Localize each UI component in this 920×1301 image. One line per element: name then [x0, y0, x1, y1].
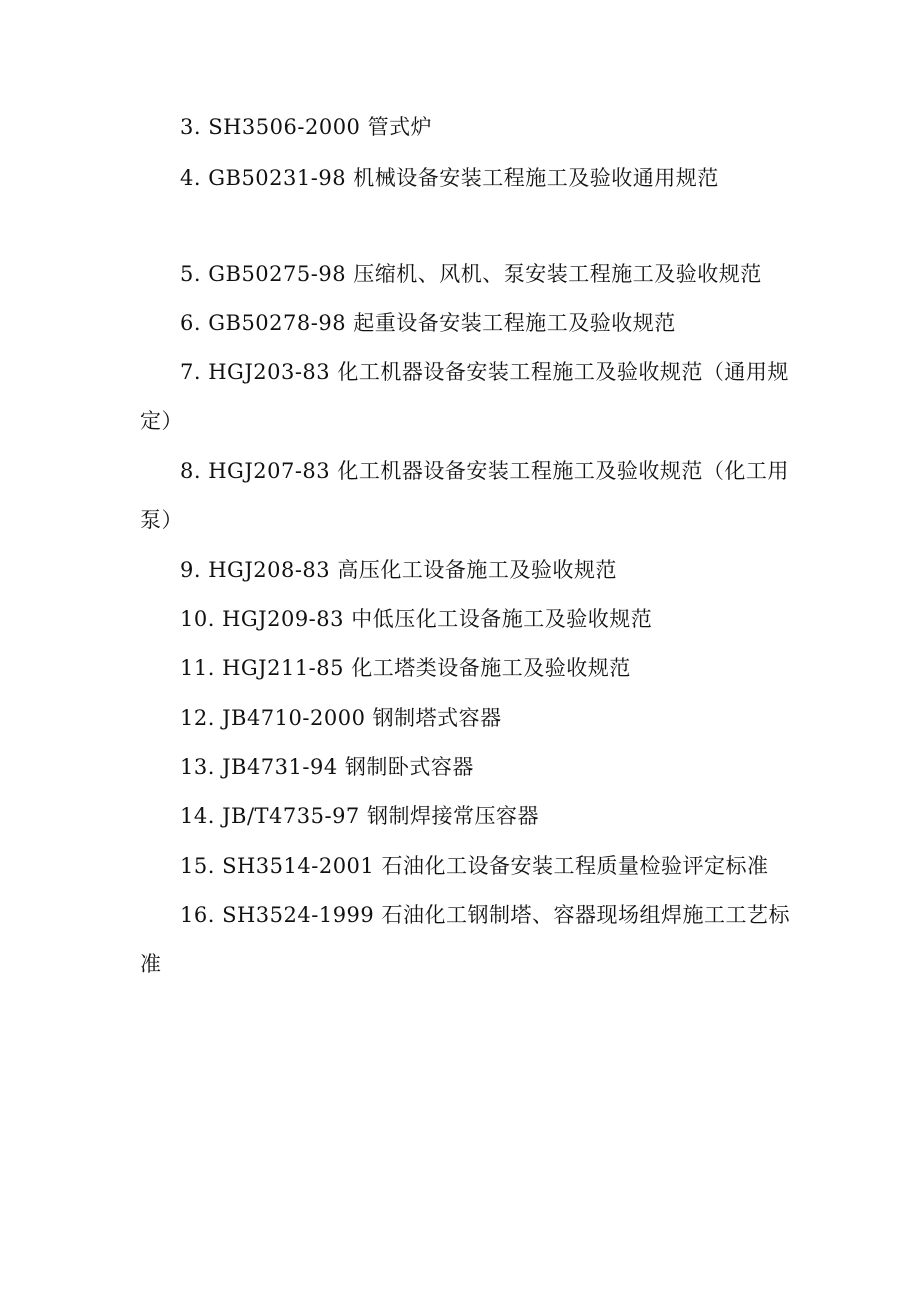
item-number: 5. — [180, 262, 202, 286]
standard-title: 钢制卧式容器 — [344, 755, 474, 779]
standard-item-4 — [140, 154, 800, 203]
standard-item-9 — [140, 546, 800, 595]
standard-code: HGJ209-83 — [222, 607, 345, 631]
item-number: 9. — [180, 558, 202, 582]
standard-code: HGJ203-83 — [208, 360, 331, 384]
item-number: 3. — [180, 115, 202, 139]
standard-code: HGJ211-85 — [222, 656, 345, 680]
standard-title: 化工机器设备安装工程施工及验收规范（通用规定） — [140, 360, 789, 433]
standard-title: 高压化工设备施工及验收规范 — [337, 558, 617, 582]
standard-code: JB4710-2000 — [222, 706, 366, 730]
standard-code: HGJ207-83 — [208, 459, 331, 483]
standard-item-6 — [140, 299, 800, 348]
item-number: 8. — [180, 459, 202, 483]
standard-title: 钢制焊接常压容器 — [366, 804, 539, 828]
item-number: 13. — [180, 755, 215, 779]
standard-item-12 — [140, 694, 800, 743]
standard-code: GB50275-98 — [208, 262, 347, 286]
item-number: 16. — [180, 903, 215, 927]
standard-item-7 — [140, 348, 800, 446]
standard-code: GB50231-98 — [208, 166, 347, 190]
item-number: 10. — [180, 607, 215, 631]
standard-item-10 — [140, 595, 800, 644]
standard-item-8 — [140, 447, 800, 545]
standard-title: 机械设备安装工程施工及验收通用规范 — [353, 166, 719, 190]
item-number: 4. — [180, 166, 202, 190]
standard-title: 钢制塔式容器 — [372, 706, 502, 730]
standard-title: 管式炉 — [367, 115, 433, 139]
standard-code: JB/T4735-97 — [222, 804, 360, 828]
standard-item-5 — [140, 250, 800, 299]
item-number: 14. — [180, 804, 215, 828]
standard-title: 石油化工设备安装工程质量检验评定标准 — [381, 854, 769, 878]
standard-item-11 — [140, 644, 800, 693]
standard-title: 化工塔类设备施工及验收规范 — [351, 656, 631, 680]
standard-code: HGJ208-83 — [208, 558, 331, 582]
standard-code: SH3524-1999 — [222, 903, 375, 927]
standard-code: JB4731-94 — [222, 755, 338, 779]
standard-item-13 — [140, 743, 800, 792]
item-number: 6. — [180, 311, 202, 335]
standard-code: SH3514-2001 — [222, 854, 375, 878]
standard-code: GB50278-98 — [208, 311, 347, 335]
standard-title: 起重设备安装工程施工及验收规范 — [353, 311, 676, 335]
item-number: 12. — [180, 706, 215, 730]
standard-code: SH3506-2000 — [208, 115, 361, 139]
standard-item-14 — [140, 792, 800, 841]
standard-title: 中低压化工设备施工及验收规范 — [351, 607, 653, 631]
item-number: 15. — [180, 854, 215, 878]
standard-title: 化工机器设备安装工程施工及验收规范（化工用泵） — [140, 459, 789, 532]
standard-item-15 — [140, 842, 800, 891]
item-number: 7. — [180, 360, 202, 384]
item-number: 11. — [180, 656, 215, 680]
standard-title: 石油化工钢制塔、容器现场组焊施工工艺标准 — [140, 903, 790, 976]
standard-item-3 — [140, 103, 800, 152]
standard-title: 压缩机、风机、泵安装工程施工及验收规范 — [353, 262, 762, 286]
standard-item-16 — [140, 891, 800, 989]
